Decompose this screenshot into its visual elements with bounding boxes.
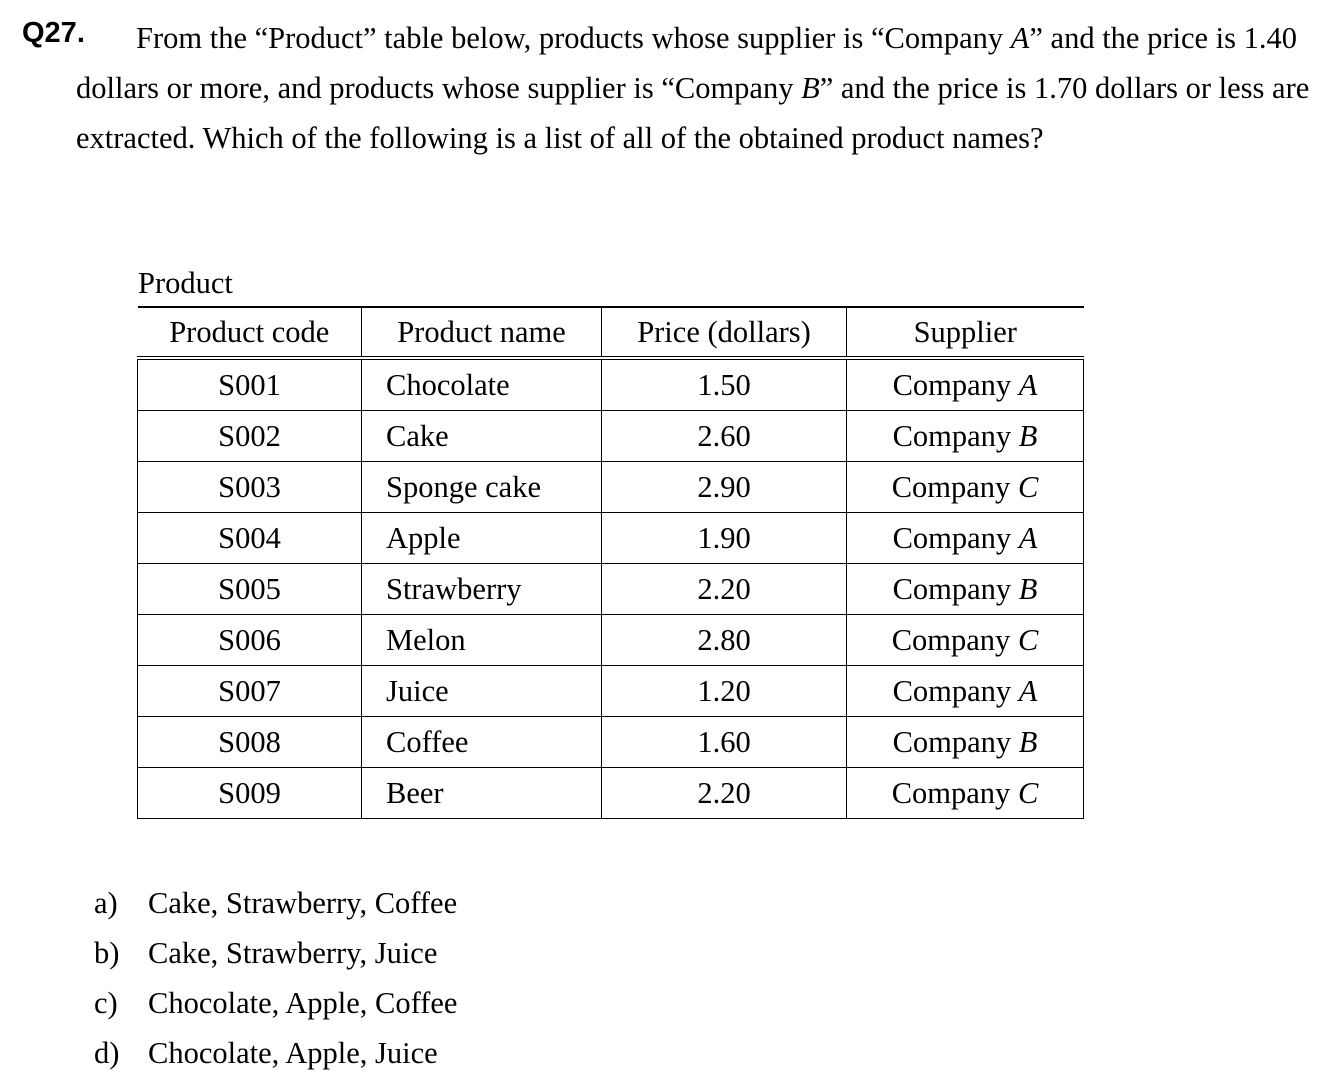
supplier-prefix: Company [892,571,1012,606]
supplier-letter: A [1018,367,1038,402]
cell-product-code: S001 [138,358,362,411]
cell-price: 2.80 [602,615,847,666]
table-row [138,666,1084,717]
supplier-prefix: Company [892,367,1012,402]
cell-product-name: Beer [362,768,602,819]
supplier-letter: B [1018,571,1038,606]
option-text: Cake, Strawberry, Juice [148,936,438,970]
question-text-part: From the “Product” table below, products whose supplier is “Company [136,21,1011,55]
cell-product-name: Sponge cake [362,462,602,513]
option-letter: a) [94,886,118,920]
cell-supplier [847,717,1084,768]
cell-product-code: S007 [138,666,362,717]
supplier-prefix: Company [891,469,1011,504]
supplier-prefix: Company [892,673,1012,708]
cell-product-name: Apple [362,513,602,564]
answer-options [94,878,457,1078]
supplier-prefix: Company [892,724,1012,759]
cell-price: 1.90 [602,513,847,564]
cell-supplier [847,564,1084,615]
table-row [138,358,1084,411]
cell-supplier [847,358,1084,411]
supplier-prefix: Company [891,622,1011,657]
cell-product-code: S009 [138,768,362,819]
option-b[interactable] [94,928,457,978]
option-letter: d) [94,1036,120,1070]
supplier-letter: A [1018,673,1038,708]
cell-price: 2.20 [602,564,847,615]
cell-product-code: S003 [138,462,362,513]
table-caption: Product [138,266,233,300]
cell-product-code: S005 [138,564,362,615]
header-product-code: Product code [138,307,362,358]
supplier-letter: A [1018,520,1038,555]
header-supplier: Supplier [847,307,1084,358]
cell-product-code: S006 [138,615,362,666]
cell-product-name: Coffee [362,717,602,768]
cell-price: 2.90 [602,462,847,513]
table-row [138,615,1084,666]
cell-supplier [847,768,1084,819]
cell-price: 2.60 [602,411,847,462]
header-product-name: Product name [362,307,602,358]
table-row [138,513,1084,564]
option-text: Chocolate, Apple, Juice [148,1036,438,1070]
supplier-letter: B [1018,418,1038,453]
supplier-letter: C [1017,622,1039,657]
option-letter: b) [94,936,120,970]
option-d[interactable] [94,1028,457,1078]
option-letter: c) [94,986,118,1020]
cell-price: 1.20 [602,666,847,717]
cell-supplier [847,462,1084,513]
product-table [137,306,1084,819]
question-text [76,13,1316,163]
table-body [138,358,1084,819]
supplier-prefix: Company [891,775,1011,810]
cell-product-name: Juice [362,666,602,717]
supplier-prefix: Company [892,418,1012,453]
question-text-part: B [801,71,820,105]
cell-supplier [847,411,1084,462]
question-number: Q27. [22,17,85,49]
table-row [138,411,1084,462]
supplier-letter: C [1017,775,1039,810]
question-text-part: ” and the price is 1.70 dollars or less are extracted. Which of the following is a list of all of the obtained product names? [76,71,1310,155]
question-text-part: ” and the price is 1.40 dollars or more, and products whose supplier is “Company [76,21,1298,105]
cell-product-name: Chocolate [362,358,602,411]
cell-product-name: Cake [362,411,602,462]
supplier-letter: B [1018,724,1038,759]
cell-price: 2.20 [602,768,847,819]
question-text-part: A [1010,21,1030,55]
cell-supplier [847,513,1084,564]
table-row [138,768,1084,819]
table-row [138,462,1084,513]
option-text: Cake, Strawberry, Coffee [148,886,458,920]
cell-product-code: S008 [138,717,362,768]
table-header-row [138,307,1084,358]
option-c[interactable] [94,978,457,1028]
cell-product-name: Strawberry [362,564,602,615]
cell-price: 1.60 [602,717,847,768]
cell-product-name: Melon [362,615,602,666]
table-row [138,564,1084,615]
header-price: Price (dollars) [602,307,847,358]
cell-price: 1.50 [602,358,847,411]
cell-product-code: S004 [138,513,362,564]
option-a[interactable] [94,878,457,928]
supplier-prefix: Company [892,520,1012,555]
table-row [138,717,1084,768]
cell-supplier [847,615,1084,666]
option-text: Chocolate, Apple, Coffee [148,986,458,1020]
cell-product-code: S002 [138,411,362,462]
supplier-letter: C [1017,469,1039,504]
cell-supplier [847,666,1084,717]
